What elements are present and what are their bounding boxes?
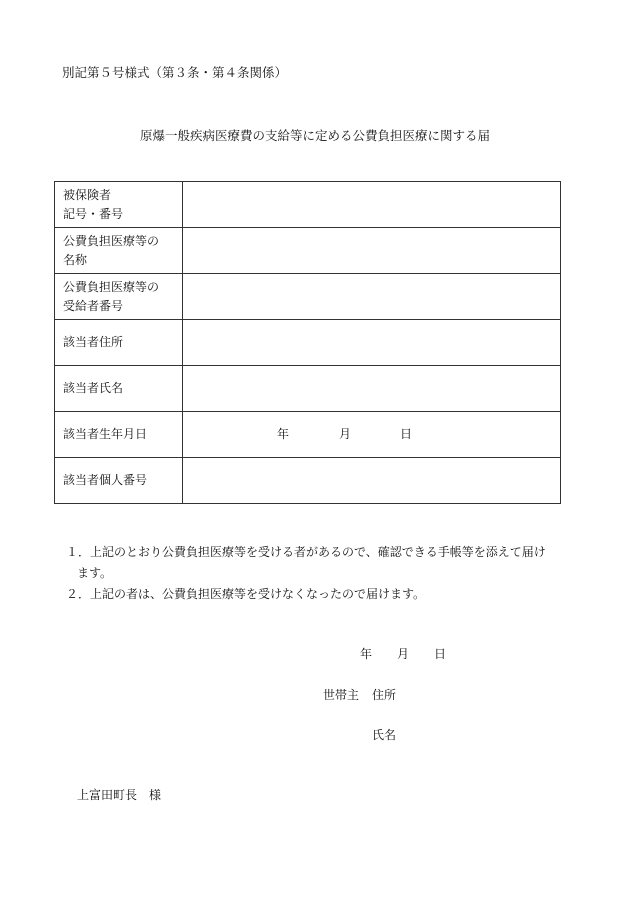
label-insured — [55, 182, 183, 228]
label-line: 公費負担医療等の — [63, 279, 160, 294]
program-name-field[interactable] — [183, 228, 561, 274]
name-field[interactable] — [183, 366, 561, 412]
recipient-number-field[interactable] — [183, 274, 561, 320]
table-row-birthdate — [55, 412, 561, 458]
submit-date-year: 年 — [360, 647, 373, 661]
label-line: 公費負担医療等の — [63, 233, 160, 248]
note-1-line-1: １．上記のとおり公費負担医療等を受ける者があるので、確認できる手帳等を添えて届け — [66, 545, 546, 559]
table-row-recipient-number — [55, 274, 561, 320]
label-recipient-number — [55, 274, 183, 320]
note-2: ２．上記の者は、公費負担医療等を受けなくなったので届けます。 — [66, 587, 426, 601]
submit-date-day: 日 — [434, 647, 447, 661]
label-personal-number: 該当者個人番号 — [55, 458, 183, 504]
label-line: 記号・番号 — [63, 206, 124, 221]
submit-date-month: 月 — [397, 647, 410, 661]
form-table — [54, 181, 561, 504]
insured-number-field[interactable] — [183, 182, 561, 228]
table-row-name — [55, 366, 561, 412]
table-row-insured — [55, 182, 561, 228]
note-1-line-2: ます。 — [77, 566, 113, 580]
birthdate-month-label: 月 — [339, 427, 352, 441]
table-row-address — [55, 320, 561, 366]
recipient-addressee: 上富田町長 様 — [77, 788, 162, 802]
householder-address-label: 住所 — [372, 688, 397, 702]
label-line: 被保険者 — [63, 187, 112, 202]
table-row-program-name — [55, 228, 561, 274]
personal-number-field[interactable] — [183, 458, 561, 504]
form-label: 別記第５号様式（第３条・第４条関係） — [62, 65, 288, 80]
label-line: 名称 — [63, 252, 88, 267]
householder-label: 世帯主 — [323, 688, 360, 702]
birthdate-field[interactable] — [183, 412, 561, 458]
householder-name-label: 氏名 — [372, 728, 397, 742]
label-program-name — [55, 228, 183, 274]
label-line: 受給者番号 — [63, 298, 124, 313]
birthdate-year-label: 年 — [277, 427, 290, 441]
label-birthdate: 該当者生年月日 — [55, 412, 183, 458]
birthdate-day-label: 日 — [400, 427, 413, 441]
label-name: 該当者氏名 — [55, 366, 183, 412]
label-address: 該当者住所 — [55, 320, 183, 366]
document-title: 原爆一般疾病医療費の支給等に定める公費負担医療に関する届 — [139, 128, 490, 143]
address-field[interactable] — [183, 320, 561, 366]
table-row-personal-number — [55, 458, 561, 504]
